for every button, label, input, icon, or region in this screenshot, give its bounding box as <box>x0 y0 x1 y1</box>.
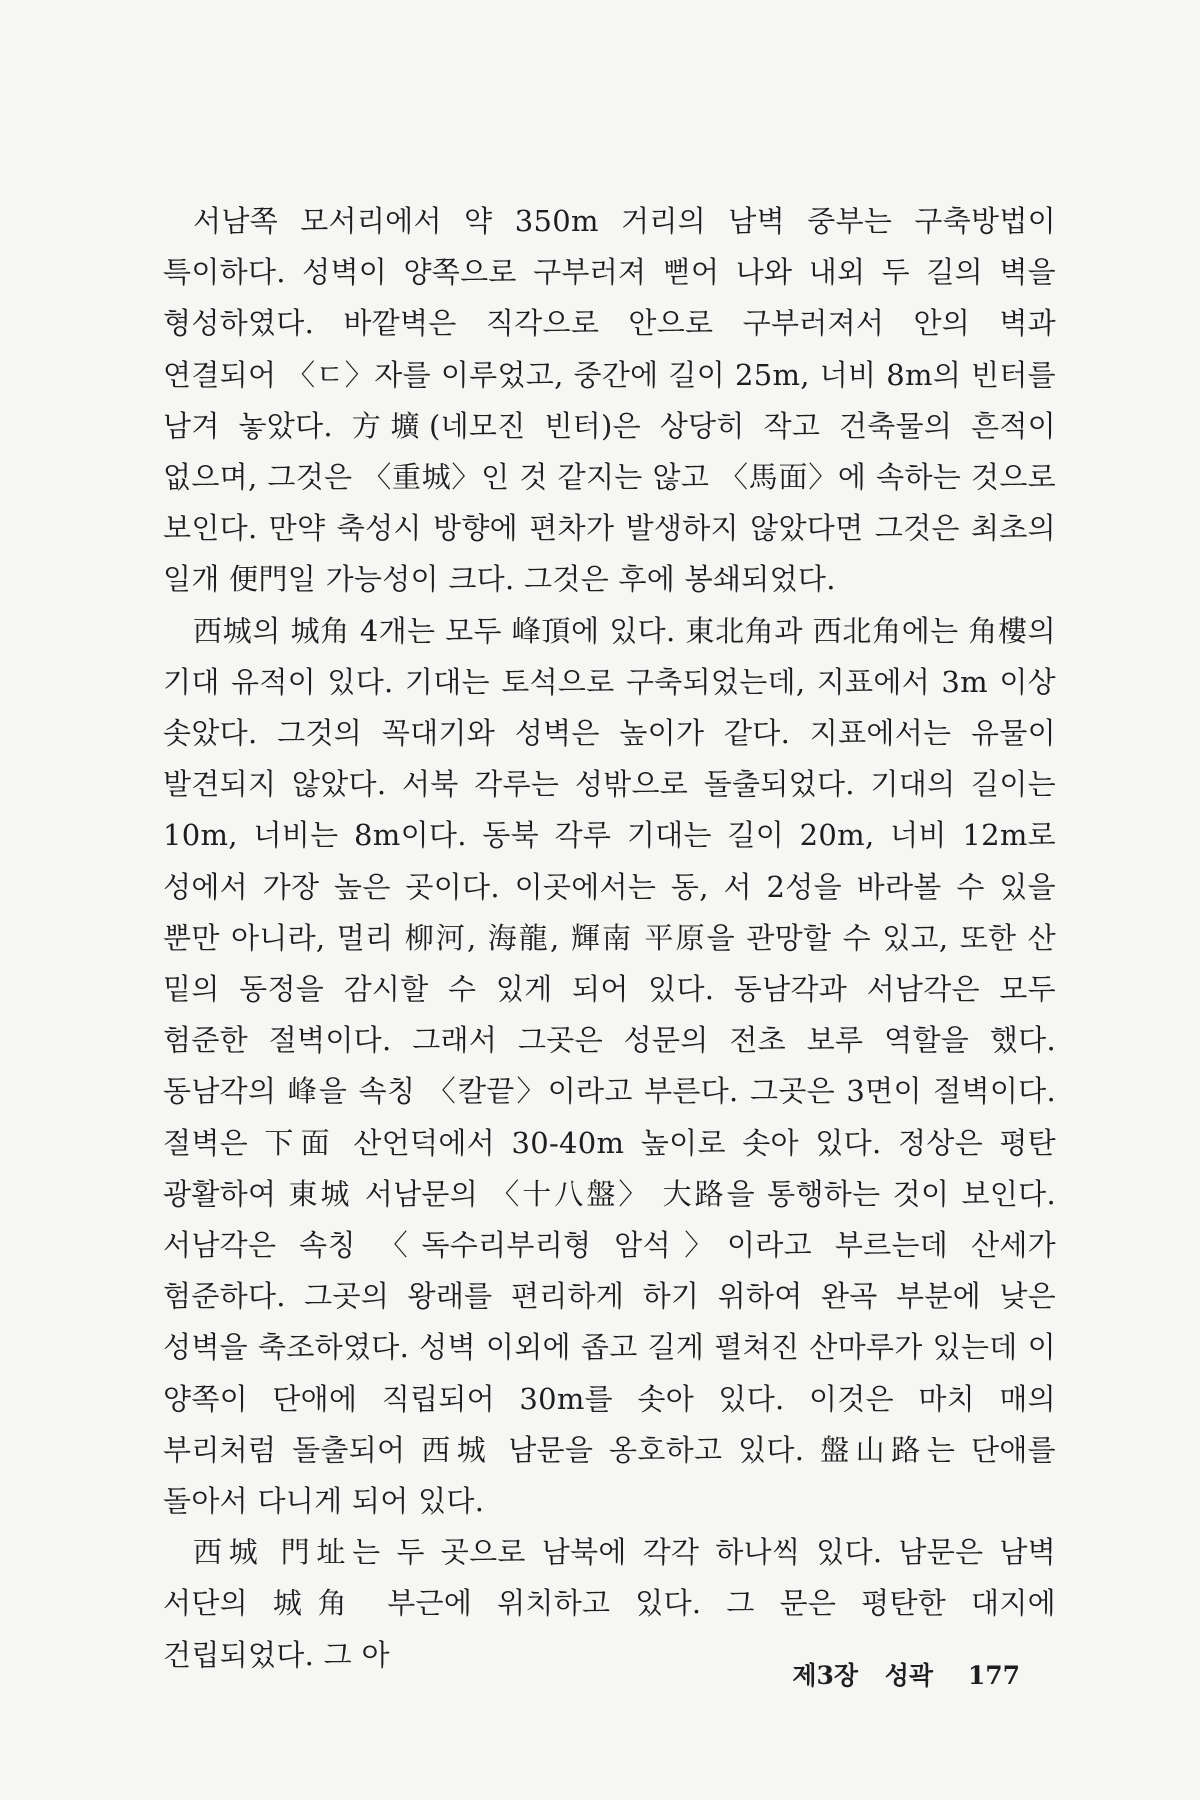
body-text <box>163 196 1056 1681</box>
paragraph-city-corners: 西城의 城角 4개는 모두 峰頂에 있다. 東北角과 西北角에는 角樓의 기대 유적이 있다. 기대는 토석으로 구축되었는데, 지표에서 3m 이상 솟았다. 그것의 꼭대기와 성벽은 높이가 같다. 지표에서는 유물이 발견되지 않았다. 서북 각루는 성밖으로 돌출되었다. 기대의 길이는 10m, 너비는 8m이다. 동북 각루 기대는 길이 20m, 너비 12m로 성에서 가장 높은 곳이다. 이곳에서는 동, 서 2성을 바라볼 수 있을 뿐만 아니라, 멀리 柳河, 海龍, 輝南 平原을 관망할 수 있고, 또한 산 밑의 동정을 감시할 수 있게 되어 있다. 동남각과 서남각은 모두 험준한 절벽이다. 그래서 그곳은 성문의 전초 보루 역할을 했다. 동남각의 峰을 속칭 〈칼끝〉이라고 부른다. 그곳은 3면이 절벽이다. 절벽은 下面 산언덕에서 30-40m 높이로 솟아 있다. 정상은 평탄 광활하여 東城 서남문의 〈十八盤〉 大路을 통행하는 것이 보인다. 서남각은 속칭 〈독수리부리형 암석〉이라고 부르는데 산세가 험준하다. 그곳의 왕래를 편리하게 하기 위하여 완곡 부분에 낮은 성벽을 축조하였다. 성벽 이외에 좁고 길게 펼쳐진 산마루가 있는데 이 양쪽이 단애에 직립되어 30m를 솟아 있다. 이것은 마치 매의 부리처럼 돌출되어 西城 남문을 옹호하고 있다. 盤山路는 단애를 돌아서 다니게 되어 있다. <box>163 613 1056 1519</box>
running-footer <box>792 1656 1020 1692</box>
page-number: 177 <box>967 1661 1020 1690</box>
footer-chapter: 제3장 <box>792 1661 859 1690</box>
footer-section: 성곽 <box>884 1661 934 1690</box>
paragraph-gate-sites: 西城 門址는 두 곳으로 남북에 각각 하나씩 있다. 남문은 남벽 서단의 城角 부근에 위치하고 있다. 그 문은 평탄한 대지에 건립되었다. 그 아 <box>163 1535 1056 1672</box>
paragraph-south-wall: 서남쪽 모서리에서 약 350m 거리의 남벽 중부는 구축방법이 특이하다. 성벽이 양쪽으로 구부러져 뻗어 나와 내외 두 길의 벽을 형성하였다. 바깥벽은 직각으로 안으로 구부러져서 안의 벽과 연결되어 〈ㄷ〉자를 이루었고, 중간에 길이 25m, 너비 8m의 빈터를 남겨 놓았다. 方壙(네모진 빈터)은 상당히 작고 건축물의 흔적이 없으며, 그것은 〈重城〉인 것 같지는 않고 〈馬面〉에 속하는 것으로 보인다. 만약 축성시 방향에 편차가 발생하지 않았다면 그것은 최초의 일개 便門일 가능성이 크다. 그것은 후에 봉쇄되었다. <box>163 204 1056 597</box>
